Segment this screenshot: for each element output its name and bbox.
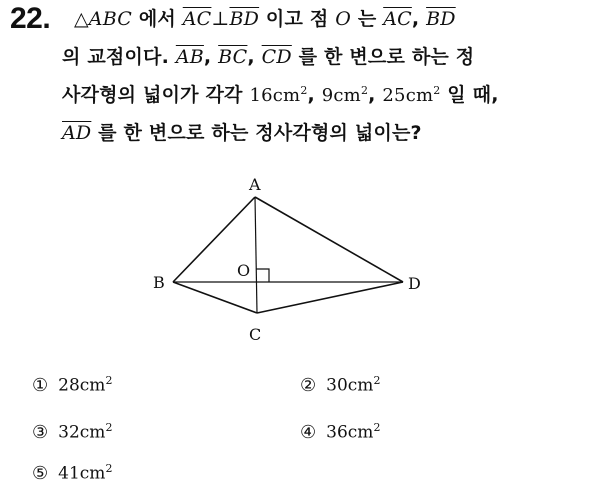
segment-bc: $\overline{BC}$ <box>218 46 248 68</box>
diagonal-ac <box>255 197 257 313</box>
stem-text: 의 교점이다. <box>62 46 176 68</box>
stem-line-4 <box>62 119 587 157</box>
side-cd <box>257 282 403 313</box>
triangle-abc: △ABC <box>74 8 132 30</box>
side-bc <box>173 282 257 313</box>
stem-text: 를 한 변으로 하는 정사각형의 넓이는? <box>91 122 422 144</box>
area-value-2: $9cm^2$ <box>321 84 369 106</box>
comma: , <box>411 8 427 30</box>
stem-line-1 <box>62 5 587 43</box>
choice-2[interactable]: ② $30cm^2$ <box>300 374 381 396</box>
right-angle-mark <box>256 269 269 282</box>
question-stem <box>62 5 587 157</box>
perpendicular-symbol: ⊥ <box>211 8 230 30</box>
label-o: O <box>237 261 251 280</box>
stem-text: 는 <box>351 8 384 30</box>
stem-text: 에서 <box>132 8 183 30</box>
comma: , <box>247 46 262 68</box>
stem-text: 이고 점 <box>259 8 336 30</box>
label-b: B <box>153 273 165 292</box>
stem-text: 사각형의 넓이가 각각 <box>62 84 250 106</box>
segment-ad: $\overline{AD}$ <box>62 122 92 144</box>
segment-bd: $\overline{BD}$ <box>426 8 456 30</box>
quadrilateral-figure <box>145 170 425 350</box>
question-number: 22. <box>10 2 51 35</box>
segment-ac: $\overline{AC}$ <box>383 8 412 30</box>
label-d: D <box>408 274 421 293</box>
side-ad <box>255 197 403 282</box>
point-o: O <box>335 8 351 30</box>
segment-cd: $\overline{CD}$ <box>261 46 292 68</box>
choice-4[interactable]: ④ $36cm^2$ <box>300 421 381 443</box>
comma: , <box>368 84 383 106</box>
label-c: C <box>249 325 262 344</box>
choice-3[interactable]: ③ $32cm^2$ <box>32 421 113 443</box>
choice-5[interactable]: ⑤ $41cm^2$ <box>32 462 113 484</box>
choice-1[interactable]: ① $28cm^2$ <box>32 374 113 396</box>
stem-text: 를 한 변으로 하는 정 <box>291 46 475 68</box>
stem-text: 일 때, <box>440 84 499 106</box>
area-value-1: $16cm^2$ <box>249 84 308 106</box>
area-value-3: $25cm^2$ <box>382 84 441 106</box>
segment-bd: $\overline{BD}$ <box>229 8 260 30</box>
stem-line-3 <box>62 81 587 119</box>
segment-ac: $\overline{AC}$ <box>182 8 212 30</box>
stem-line-2 <box>62 43 587 81</box>
label-a: A <box>249 175 261 194</box>
comma: , <box>203 46 219 68</box>
comma: , <box>307 84 322 106</box>
segment-ab: $\overline{AB}$ <box>175 46 204 68</box>
